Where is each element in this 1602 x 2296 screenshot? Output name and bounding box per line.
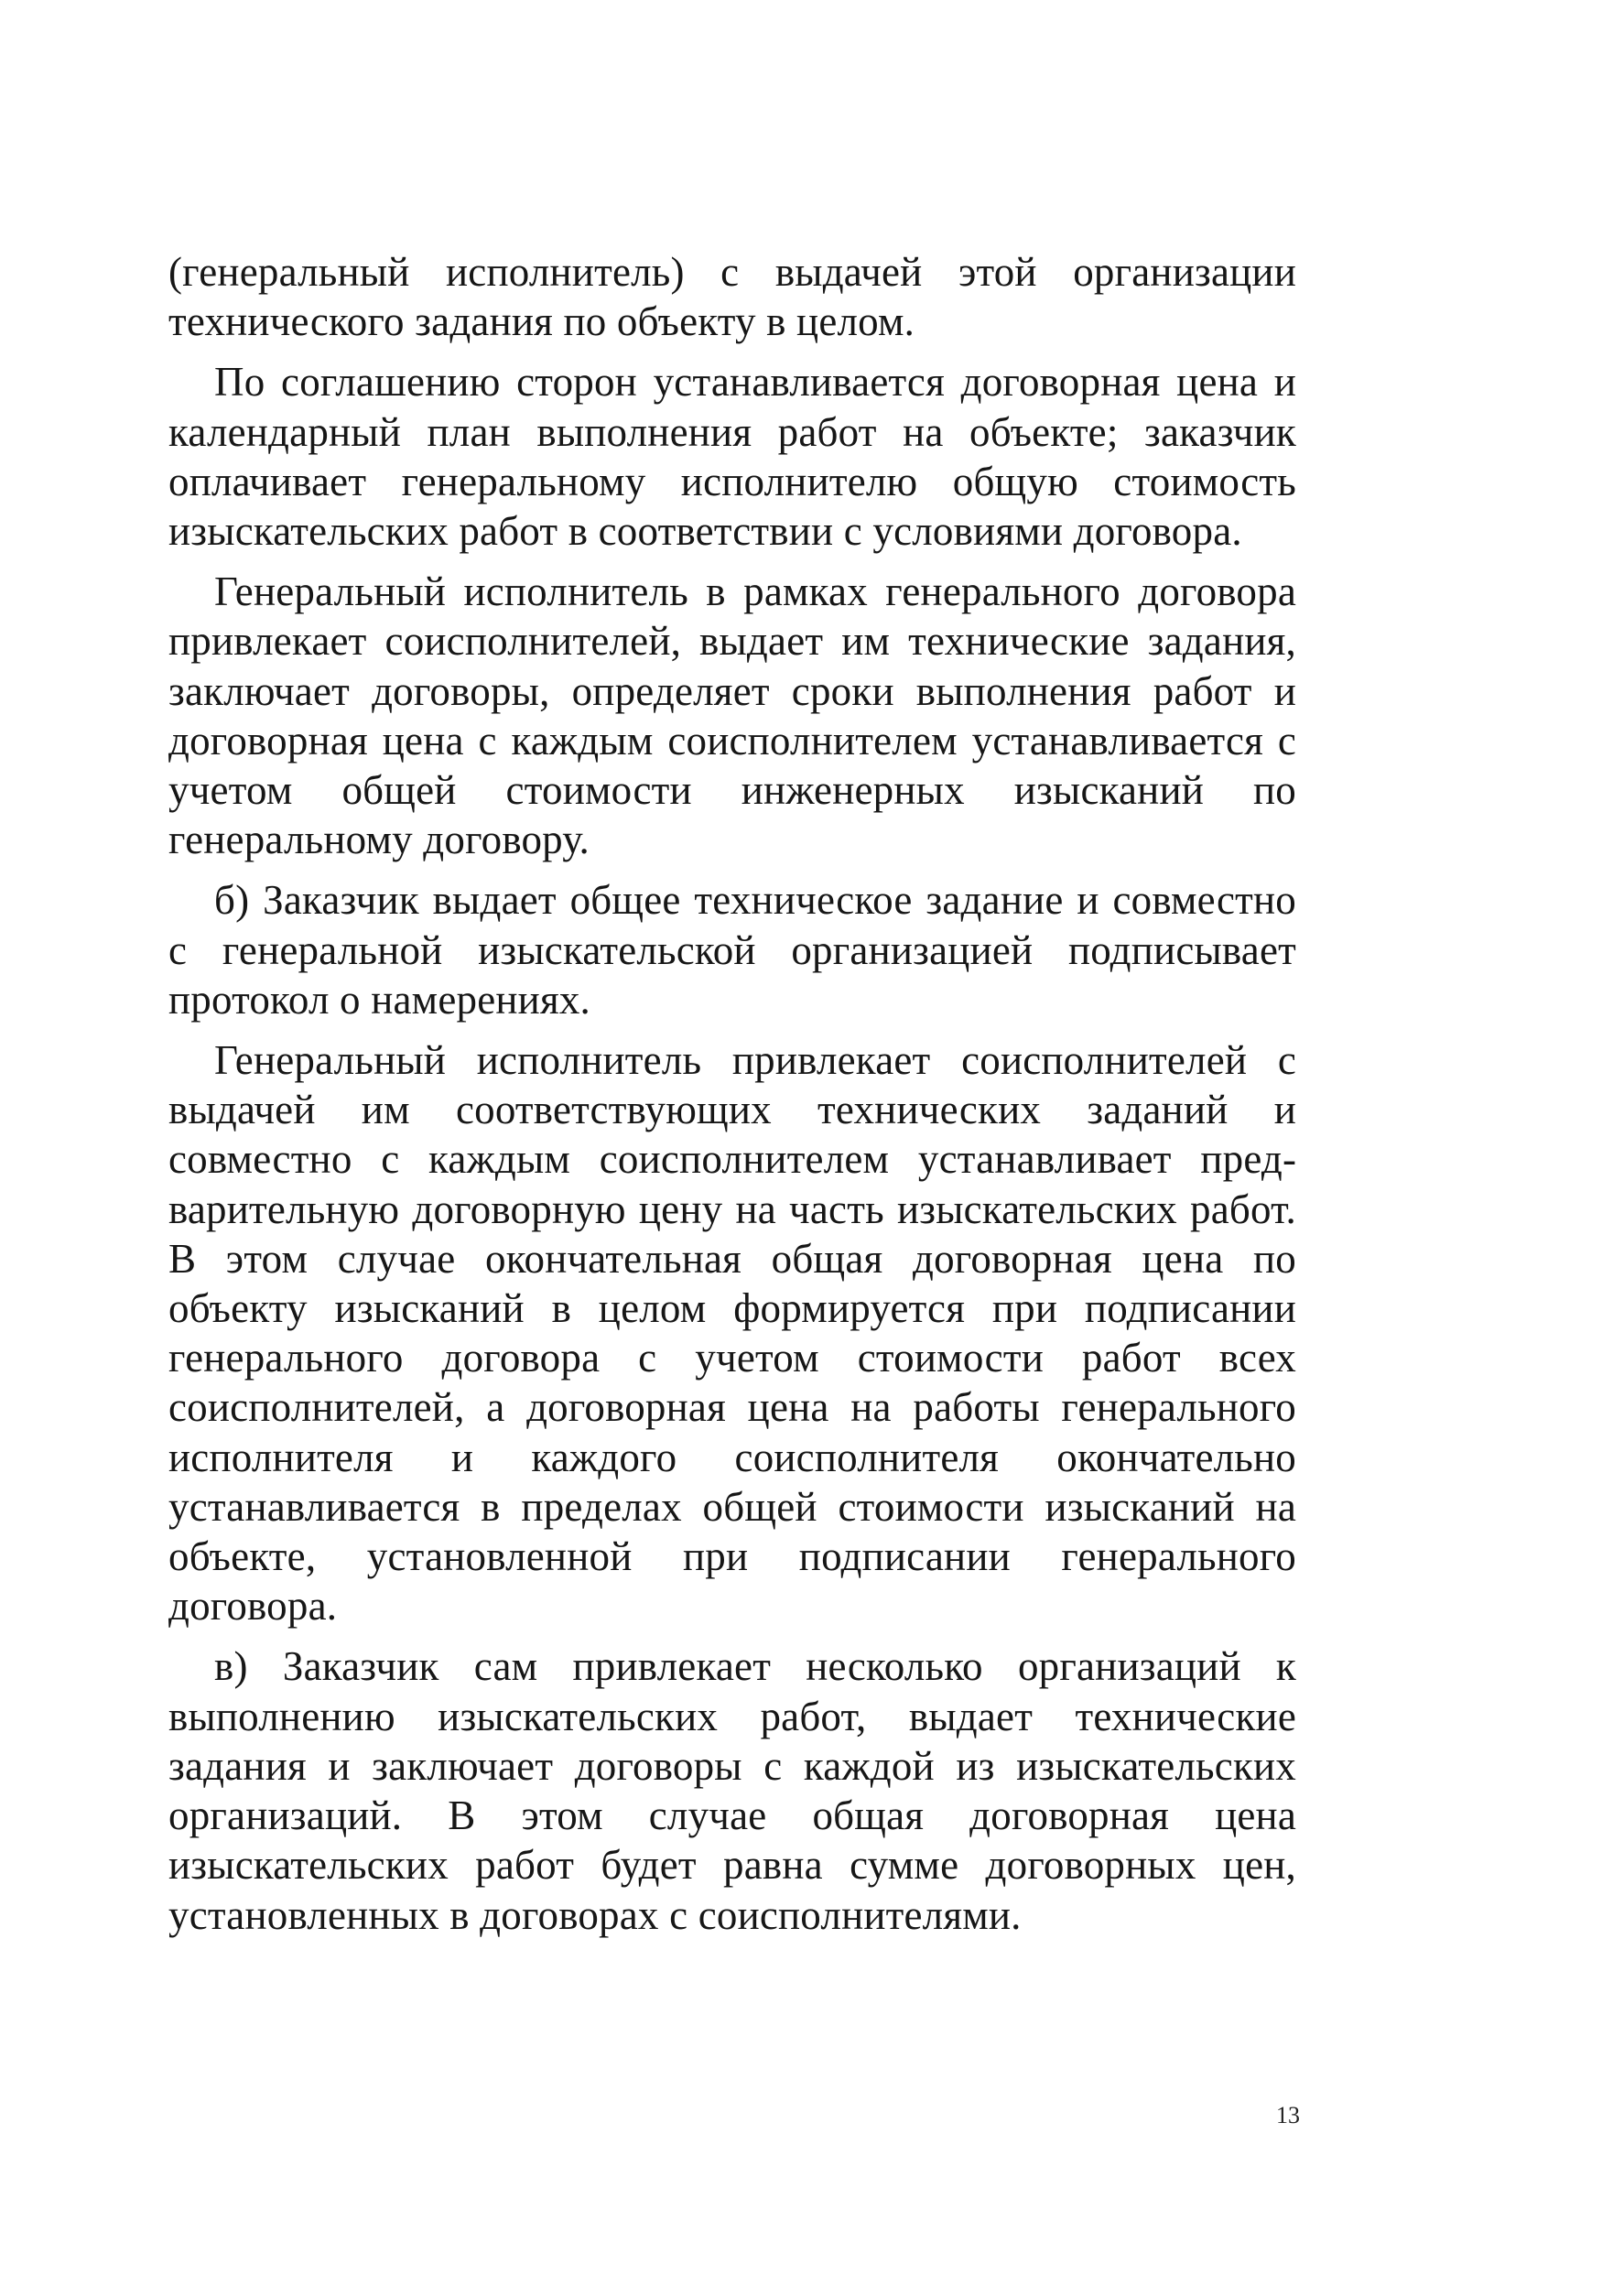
paragraph-1: (генеральный исполнитель) с выдачей этой организации технического задания по объекту в целом.	[168, 249, 1296, 345]
page-number: 13	[1276, 2102, 1300, 2128]
body-text	[168, 247, 1296, 1951]
paragraph-3: Генеральный исполнитель в рамках генерального договора привлекает соисполнителей, выдает им технические задания, заключает договоры, определяет сроки выполнения работ и договорная цена с каждым соисполнителем устанавливается с учетом общей стоимости инженерных изысканий по генеральному договору.	[168, 569, 1296, 863]
paragraph-5: Генеральный исполнитель привлекает соисполнителей с выдачей им соответствующих технических заданий и совместно с каждым соисполнителем устанавливает предварительную договорную цену на часть изыскательских работ. В этом случае окончательная общая договорная цена по объекту изысканий в целом формируется при подписании генерального договора с учетом стоимости работ всех соисполнителей, а договорная цена на работы генерального исполнителя и каждого соисполнителя окончательно устанавливается в пределах общей стоимости изысканий на объекте, установленной при подписании генерального договора.	[168, 1037, 1296, 1630]
paragraph-4: б) Заказчик выдает общее техническое задание и совместно с генеральной изыскательской организацией подписывает протокол о намерениях.	[168, 877, 1296, 1023]
paragraph-6: в) Заказчик сам привлекает несколько организаций к выполнению изыскательских работ, выдает технические задания и заключает договоры с каждой из изыскательских организаций. В этом случае общая договорная цена изыскательских работ будет равна сумме договорных цен, установленных в договорах с соисполнителями.	[168, 1643, 1296, 1938]
paragraph-2: По соглашению сторон устанавливается договорная цена и календарный план выполнения работ на объекте; заказчик оплачивает генеральному исполнителю общую стоимость изыскательских работ в соответствии с условиями договора.	[168, 359, 1296, 555]
